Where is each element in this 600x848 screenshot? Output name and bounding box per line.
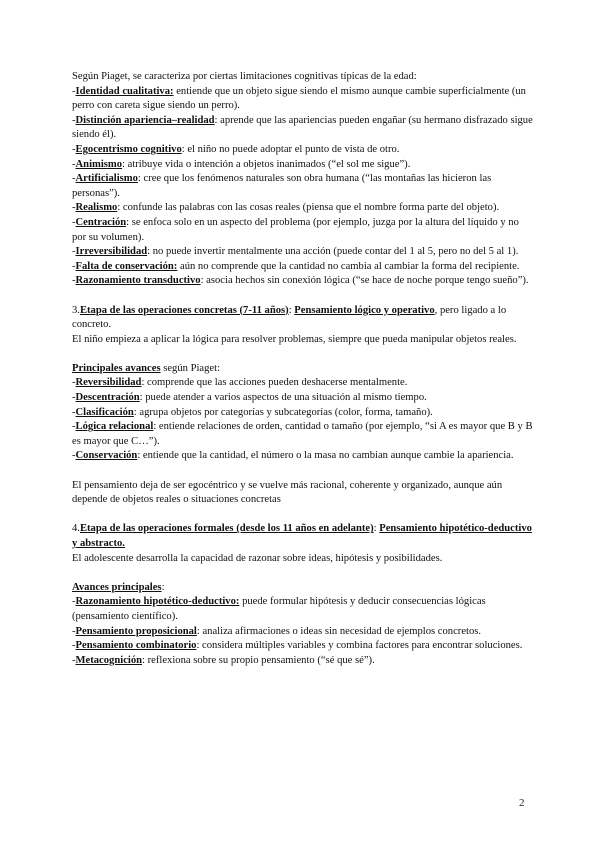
term-label: Metacognición (75, 654, 143, 666)
term-label: Pensamiento proposicional (75, 625, 197, 637)
term-description: : entiende relaciones de orden, cantidad o tamaño (por ejemplo, “si A es mayor que B y B es mayor que C…”). (72, 421, 533, 447)
term-description: : no puede invertir mentalmente una acción (puede contar del 1 al 5, pero no del 5 al 1). (147, 246, 519, 258)
term-description: : aprende que las apariencias pueden engañar (su hermano disfrazado sigue siendo él). (72, 114, 533, 141)
term-description: : atribuye vida o intención a objetos inanimados (“el sol me sigue”). (122, 158, 411, 170)
spacer (72, 464, 534, 479)
list-item: -Irreversibilidad: no puede invertir mentalmente una acción (puede contar del 1 al 5, pero no del 5 al 1). (72, 246, 519, 258)
spacer (72, 289, 534, 304)
intro-paragraph: Según Piaget, se caracteriza por ciertas limitaciones cognitivas típicas de la edad: (72, 71, 417, 82)
term-description: : reflexiona sobre su propio pensamiento (“sé que sé”). (142, 654, 375, 666)
list-item: -Centración: se enfoca solo en un aspecto del problema (por ejemplo, juzga por la altura del líquido y no por su volumen). (72, 216, 519, 243)
term-label: Falta de conservación: (75, 260, 178, 272)
list-item: -Metacognición: reflexiona sobre su propio pensamiento (“sé que sé”). (72, 654, 375, 666)
list-item: -Egocentrismo cognitivo: el niño no puede adoptar el punto de vista de otro. (72, 143, 400, 155)
spacer (72, 566, 534, 581)
stage3-advances-heading: Principales avances según Piaget: (72, 362, 221, 374)
list-item: -Pensamiento combinatorio: considera múltiples variables y combina factores para encontrar soluciones. (72, 640, 523, 652)
list-item: -Conservación: entiende que la cantidad, el número o la masa no cambian aunque cambie la apariencia. (72, 450, 514, 462)
term-description: : el niño no puede adoptar el punto de vista de otro. (181, 143, 400, 155)
list-item: -Lógica relacional: entiende relaciones de orden, cantidad o tamaño (por ejemplo, “si A es mayor que B y B es mayor que C…”). (72, 421, 533, 447)
term-label: Irreversibilidad (75, 246, 148, 258)
term-description: : asocia hechos sin conexión lógica (“se hace de noche porque tengo sueño”). (200, 275, 529, 287)
term-description: : cree que los fenómenos naturales son obra humana (“las montañas las hicieron las personas”). (72, 173, 492, 199)
term-label: Lógica relacional (75, 421, 154, 433)
page-number: 2 (519, 797, 525, 809)
term-description: : confunde las palabras con las cosas reales (piensa que el nombre forma parte del objeto). (117, 202, 500, 214)
term-label: Realismo (75, 202, 118, 214)
term-description: : se enfoca solo en un aspecto del problema (por ejemplo, juzga por la altura del líquido y no por su volumen). (72, 216, 519, 243)
term-description: : comprende que las acciones pueden deshacerse mentalmente. (141, 377, 408, 389)
document-page (72, 70, 534, 668)
list-item: -Descentración: puede atender a varios aspectos de una situación al mismo tiempo. (72, 392, 427, 404)
spacer (72, 508, 534, 523)
term-description: entiende que un objeto sigue siendo el mismo aunque cambie superficialmente (un perro con careta sigue siendo un perro). (72, 85, 526, 112)
term-label: Razonamiento hipotético-deductivo: (75, 596, 240, 608)
stage3-title: Etapa de las operaciones concretas (7-11 años) (79, 304, 289, 316)
list-item: -Artificialismo: cree que los fenómenos naturales son obra humana (“las montañas las hicieron las personas”). (72, 173, 492, 199)
term-description: : analiza afirmaciones o ideas sin necesidad de ejemplos concretos. (196, 625, 482, 637)
list-item: -Razonamiento transductivo: asocia hechos sin conexión lógica (“se hace de noche porque tengo sueño”). (72, 275, 529, 287)
term-label: Identidad cualitativa: (75, 85, 174, 97)
term-description: : considera múltiples variables y combina factores para encontrar soluciones. (196, 640, 523, 652)
list-item: -Realismo: confunde las palabras con las cosas reales (piensa que el nombre forma parte del objeto). (72, 202, 500, 214)
term-label: Artificialismo (75, 173, 138, 185)
term-label: Descentración (75, 392, 140, 404)
list-item: -Animismo: atribuye vida o intención a objetos inanimados (“el sol me sigue”). (72, 158, 411, 170)
term-description: : puede atender a varios aspectos de una situación al mismo tiempo. (139, 392, 427, 404)
term-description: puede formular hipótesis y deducir consecuencias lógicas (pensamiento científico). (72, 596, 486, 622)
list-item: -Distinción apariencia–realidad: aprende que las apariencias pueden engañar (su hermano disfrazado sigue siendo él). (72, 114, 533, 141)
term-description: : agrupa objetos por categorías y subcategorías (color, forma, tamaño). (133, 406, 433, 418)
stage4-subtitle: Pensamiento hipotético-deductivo y abstracto. (72, 523, 532, 549)
term-label: Pensamiento combinatorio (75, 640, 197, 652)
stage4-advances-heading: Avances principales: (72, 581, 165, 593)
term-description: aún no comprende que la cantidad no cambia al cambiar la forma del recipiente. (177, 260, 520, 272)
term-label: Distinción apariencia–realidad (75, 114, 215, 126)
term-label: Animismo (75, 158, 123, 170)
list-item: -Razonamiento hipotético-deductivo: puede formular hipótesis y deducir consecuencias lógicas (pensamiento científico). (72, 596, 486, 622)
term-label: Reversibilidad (75, 377, 142, 389)
preoperational-limitations-list (72, 85, 534, 289)
list-item: -Clasificación: agrupa objetos por categorías y subcategorías (color, forma, tamaño). (72, 406, 433, 418)
stage3-heading: 3.Etapa de las operaciones concretas (7-11 años): Pensamiento lógico y operativo, pero ligado a lo concreto. (72, 304, 507, 331)
spacer (72, 347, 534, 362)
term-label: Centración (75, 216, 127, 228)
term-label: Razonamiento transductivo (75, 275, 201, 287)
stage3-description: El niño empieza a aplicar la lógica para resolver problemas, siempre que pueda manipular objetos reales. (72, 333, 517, 345)
stage4-title: Etapa de las operaciones formales (desde los 11 años en adelante) (79, 523, 374, 535)
term-label: Egocentrismo cognitivo (75, 143, 182, 155)
list-item: -Reversibilidad: comprende que las acciones pueden deshacerse mentalmente. (72, 377, 408, 389)
term-label: Conservación (75, 450, 138, 462)
term-description: : entiende que la cantidad, el número o la masa no cambian aunque cambie la apariencia. (137, 450, 514, 462)
stage4-heading: 4.Etapa de las operaciones formales (desde los 11 años en adelante): Pensamiento hipotético-deductivo y abstracto. (72, 523, 532, 549)
stage3-subtitle: Pensamiento lógico y operativo (294, 304, 435, 316)
list-item: -Pensamiento proposicional: analiza afirmaciones o ideas sin necesidad de ejemplos concretos. (72, 625, 482, 637)
term-label: Clasificación (75, 406, 134, 418)
stage4-advances-list (72, 595, 534, 668)
list-item: -Identidad cualitativa: entiende que un objeto sigue siendo el mismo aunque cambie superficialmente (un perro con careta sigue siendo un perro). (72, 85, 526, 112)
stage3-conclusion: El pensamiento deja de ser egocéntrico y se vuelve más racional, coherente y organizado, aunque aún depende de objetos reales o situaciones concretas (72, 479, 503, 506)
list-item: -Falta de conservación: aún no comprende que la cantidad no cambia al cambiar la forma del recipiente. (72, 260, 520, 272)
stage4-description: El adolescente desarrolla la capacidad de razonar sobre ideas, hipótesis y posibilidades. (72, 552, 443, 564)
stage3-advances-list (72, 376, 534, 464)
